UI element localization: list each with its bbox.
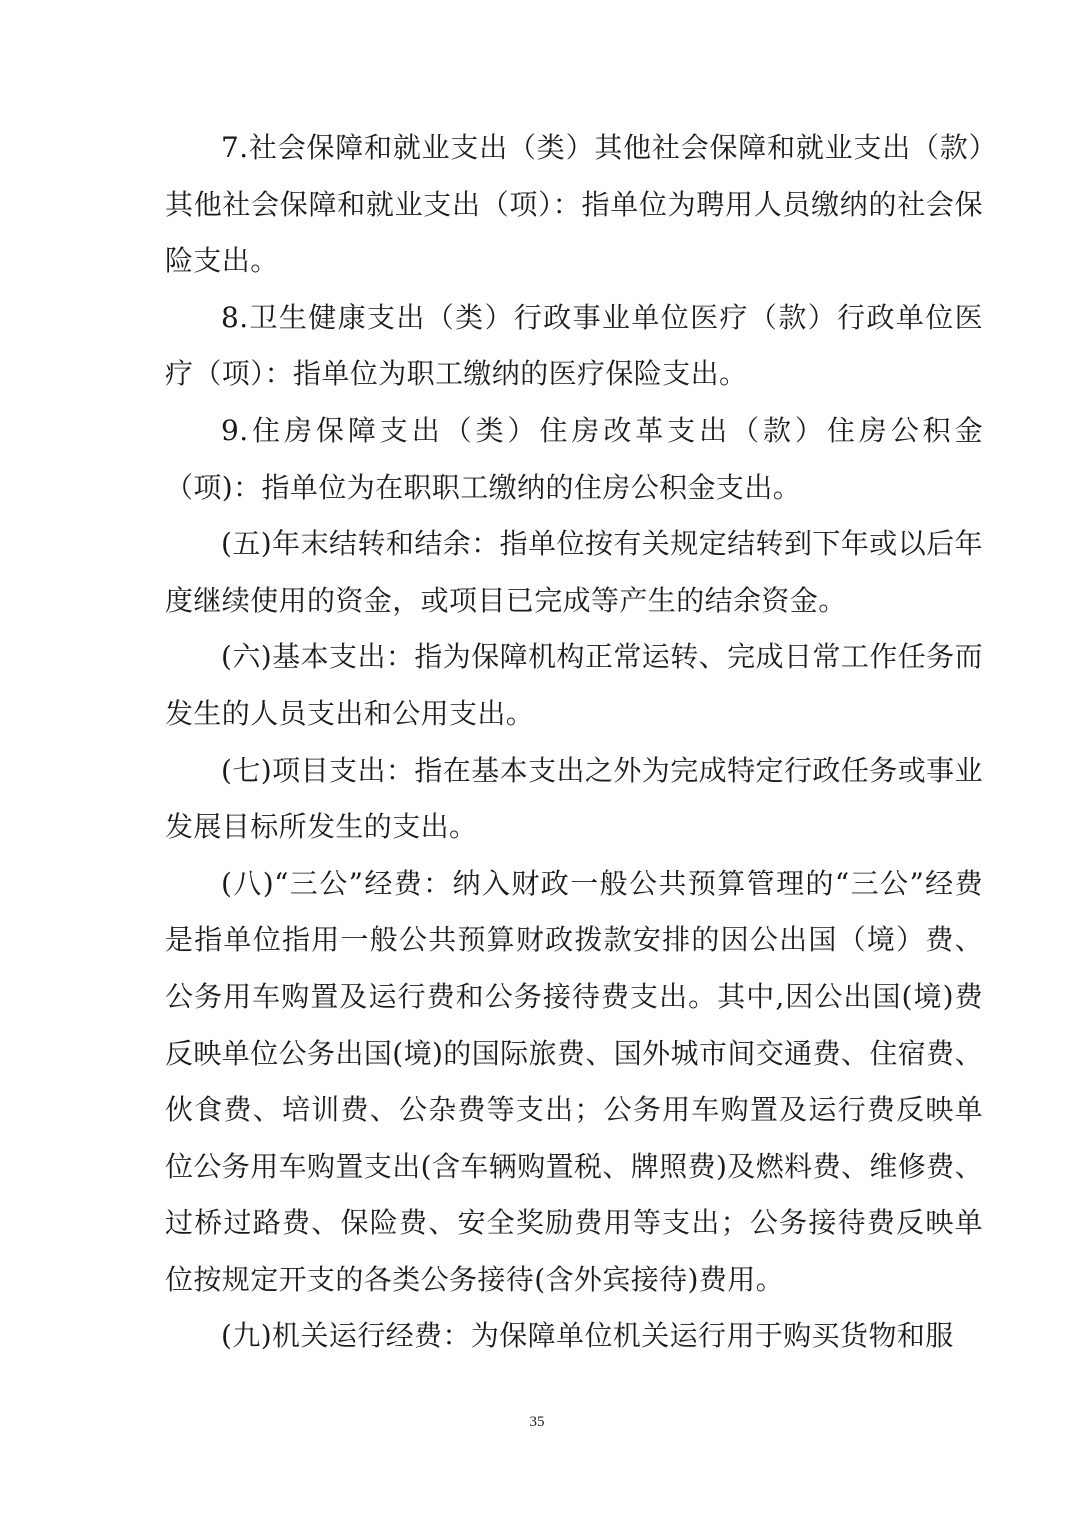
paragraph-section-7: (七)项目支出：指在基本支出之外为完成特定行政任务或事业发展目标所发生的支出。 [165, 753, 983, 844]
paragraph-section-6: (六)基本支出：指为保障机构正常运转、完成日常工作任务而发生的人员支出和公用支出。 [165, 640, 983, 730]
paragraph-section-9: (九)机关运行经费：为保障单位机关运行用于购买货物和服 [221, 1319, 954, 1353]
body-text [165, 120, 983, 1365]
paragraph-item-9: 9.住房保障支出（类）住房改革支出（款）住房公积金（项)：指单位为在职职工缴纳的住房公积金支出。 [165, 413, 983, 504]
paragraph-section-8: (八)“三公”经费：纳入财政一般公共预算管理的“三公”经费是指单位指用一般公共预算财政拨款安排的因公出国（境）费、公务用车购置及运行费和公务接待费支出。其中,因公出国(境)费反映单位公务出国(境)的国际旅费、国外城市间交通费、住宿费、伙食费、培训费、公杂费等支出；公务用车购置及运行费反映单位公务用车购置支出(含车辆购置税、牌照费)及燃料费、维修费、过桥过路费、保险费、安全奖励费用等支出；公务接待费反映单位按规定开支的各类公务接待(含外宾接待)费用。 [165, 866, 983, 1296]
page-number: 35 [529, 1414, 545, 1430]
paragraph-section-5: (五)年末结转和结余：指单位按有关规定结转到下年或以后年度继续使用的资金，或项目已完成等产生的结余资金。 [165, 527, 983, 617]
paragraph-item-7: 7.社会保障和就业支出（类）其他社会保障和就业支出（款）其他社会保障和就业支出（项）：指单位为聘用人员缴纳的社会保险支出。 [165, 131, 983, 278]
paragraph-item-8: 8.卫生健康支出（类）行政事业单位医疗（款）行政单位医疗（项）：指单位为职工缴纳的医疗保险支出。 [165, 300, 983, 391]
